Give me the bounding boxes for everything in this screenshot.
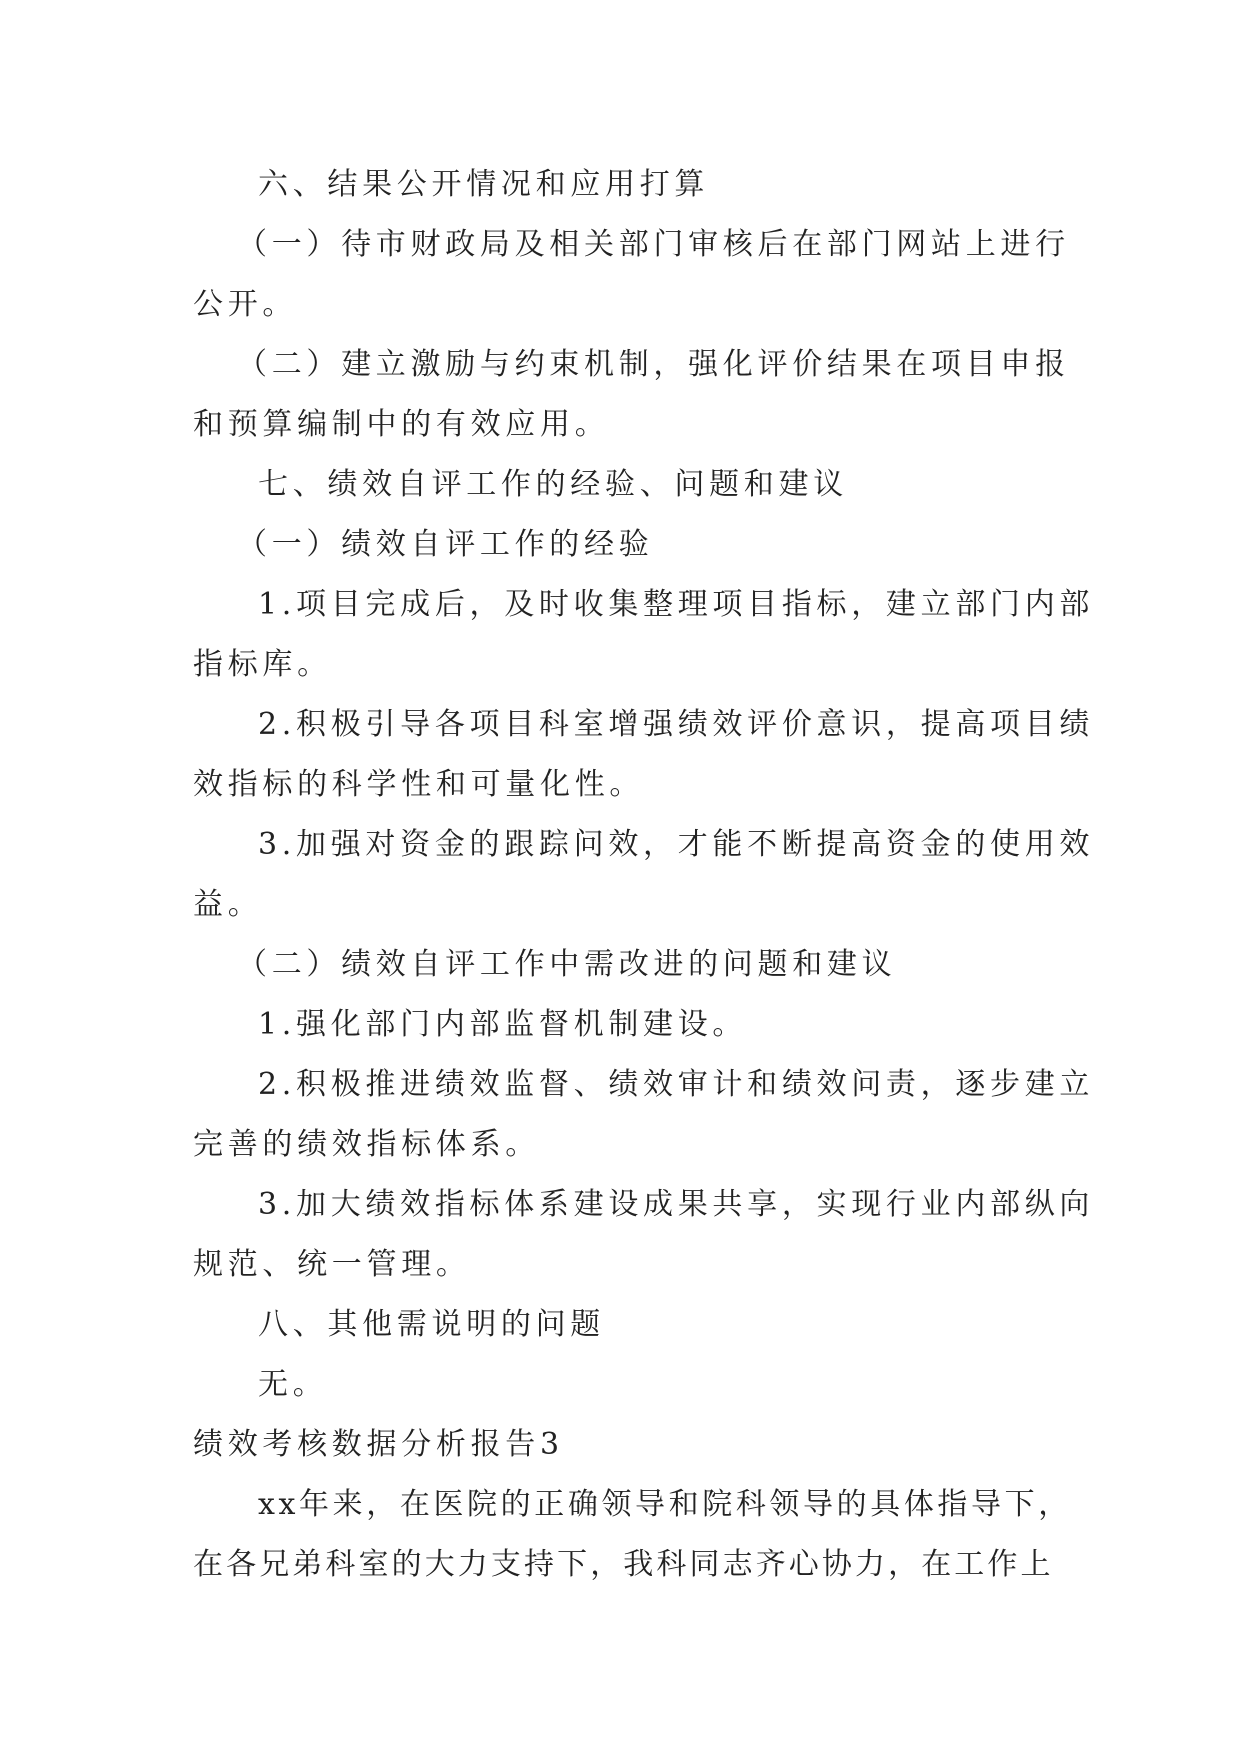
list-item: 2.积极推进绩效监督、绩效审计和绩效问责，逐步建立 (258, 1067, 1095, 1102)
paragraph-line: 在各兄弟科室的大力支持下，我科同志齐心协力，在工作上 (193, 1547, 1054, 1582)
paragraph-line: 无。 (258, 1367, 328, 1402)
paragraph-line: 完善的绩效指标体系。 (193, 1127, 540, 1162)
section-heading-6: 六、结果公开情况和应用打算 (258, 167, 710, 202)
section-heading-8: 八、其他需说明的问题 (258, 1307, 605, 1342)
subsection-heading: （一）绩效自评工作的经验 (237, 527, 654, 562)
paragraph-line: 效指标的科学性和可量化性。 (193, 767, 645, 802)
list-item: 1.强化部门内部监督机制建设。 (258, 1007, 748, 1042)
paragraph-line: （一）待市财政局及相关部门审核后在部门网站上进行 (237, 227, 1070, 262)
list-item: 3.加强对资金的跟踪问效，才能不断提高资金的使用效 (258, 827, 1095, 862)
list-item: 1.项目完成后，及时收集整理项目指标，建立部门内部 (258, 587, 1095, 622)
section-heading-7: 七、绩效自评工作的经验、问题和建议 (258, 467, 848, 502)
paragraph-line: 指标库。 (193, 647, 332, 682)
paragraph-line: 规范、统一管理。 (193, 1247, 471, 1282)
list-item: 2.积极引导各项目科室增强绩效评价意识，提高项目绩 (258, 707, 1095, 742)
paragraph-line: 益。 (193, 887, 263, 922)
list-item: 3.加大绩效指标体系建设成果共享，实现行业内部纵向 (258, 1187, 1095, 1222)
paragraph-line: （二）建立激励与约束机制，强化评价结果在项目申报 (237, 347, 1070, 382)
subsection-heading: （二）绩效自评工作中需改进的问题和建议 (237, 947, 897, 982)
paragraph-line: 和预算编制中的有效应用。 (193, 407, 610, 442)
report-title: 绩效考核数据分析报告3 (193, 1427, 564, 1462)
paragraph-line: 公开。 (193, 287, 298, 322)
paragraph-line: xx年来，在医院的正确领导和院科领导的具体指导下， (258, 1487, 1072, 1522)
